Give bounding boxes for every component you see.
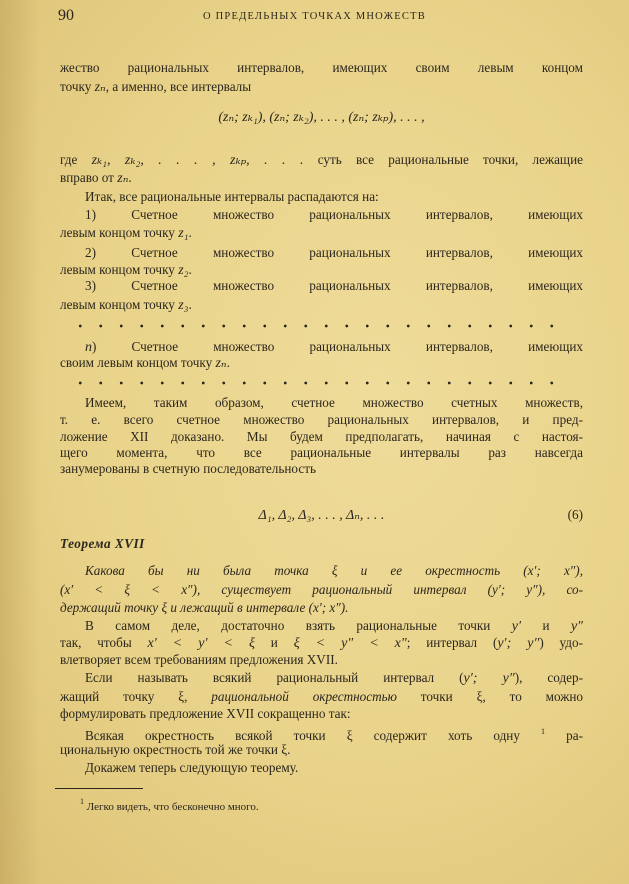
italic-text: (x′ < ξ < x″), существует рациональный интервал (y′; y″), со- xyxy=(60,582,583,597)
text-segment: Докажем теперь следующую теорему. xyxy=(85,760,299,775)
italic-text: рациональной окрестностью xyxy=(211,689,397,704)
text-line xyxy=(60,206,583,224)
text-segment: . xyxy=(188,225,192,240)
text-line xyxy=(60,688,583,706)
footnote xyxy=(80,794,259,815)
math-expression: y′; y″ xyxy=(497,636,540,651)
footnote-marker: 1 xyxy=(80,797,84,806)
text-line xyxy=(60,705,583,723)
text-segment: где xyxy=(60,152,92,167)
ellipsis-dots-row xyxy=(70,324,570,328)
text-segment: Всякая окрестность всякой точки ξ содержит хоть одну xyxy=(85,728,542,743)
text-segment: , а именно, все интервалы xyxy=(105,79,252,94)
math-expression: y″ xyxy=(570,619,583,634)
text-segment: формулировать предложение XVII сокращенно так: xyxy=(60,706,351,721)
text-segment: и xyxy=(255,635,294,650)
text-segment: суть все рациональные точки, лежащие xyxy=(303,152,583,167)
math-expression: z₃ xyxy=(178,298,189,313)
formula-line xyxy=(60,108,583,126)
text-segment: левым концом точку xyxy=(60,262,179,277)
text-line xyxy=(60,741,583,759)
formula-line xyxy=(60,506,583,524)
italic-text: Теорема XVII xyxy=(60,536,145,551)
running-head: О ПРЕДЕЛЬНЫХ ТОЧКАХ МНОЖЕСТВ xyxy=(203,11,426,22)
text-line xyxy=(60,411,583,429)
math-expression: z₁ xyxy=(178,226,189,241)
text-segment: ) Счетное множество рациональных интервалов, имеющих xyxy=(92,339,583,354)
text-segment: жество рациональных интервалов, имеющих своим левым концом xyxy=(60,60,583,75)
text-segment: щего момента, что все рациональные интервалы раз навсегда xyxy=(60,445,583,460)
text-line xyxy=(60,59,583,77)
text-segment: 1) Счетное множество рациональных интервалов, имеющих xyxy=(85,207,583,222)
text-segment: ; интервал ( xyxy=(406,635,498,650)
text-line xyxy=(60,394,583,412)
math-expression: n xyxy=(85,340,92,355)
footnote-text: Легко видеть, что бесконечно много. xyxy=(86,801,259,813)
text-segment: ра- xyxy=(545,728,583,743)
text-segment: 2) Счетное множество рациональных интервалов, имеющих xyxy=(85,245,583,260)
text-segment: В самом деле, достаточно взять рациональные точки xyxy=(85,618,512,633)
math-expression: z₂ xyxy=(178,263,189,278)
text-segment: циональную окрестность той же точки ξ. xyxy=(60,742,291,757)
text-line xyxy=(60,460,583,478)
text-segment: ложение XII доказано. Мы будем предполагать, начиная с настоя- xyxy=(60,429,583,444)
text-line xyxy=(60,651,583,669)
text-line xyxy=(60,354,583,372)
text-line xyxy=(60,169,583,187)
text-segment: ) удо- xyxy=(539,635,584,650)
text-segment: . xyxy=(226,355,230,370)
text-line xyxy=(60,277,583,295)
text-segment: левым концом точку xyxy=(60,297,179,312)
text-line xyxy=(60,723,583,741)
math-expression: y′; y″ xyxy=(463,671,515,686)
text-segment: 3) Счетное множество рациональных интервалов, имеющих xyxy=(85,278,583,293)
math-expression: x′ < y′ < ξ xyxy=(147,636,255,651)
text-line xyxy=(60,634,583,652)
footnote-reference: 1 xyxy=(541,727,546,736)
text-segment: точку xyxy=(60,79,95,94)
text-segment: . xyxy=(188,262,192,277)
theorem-heading xyxy=(60,535,583,553)
text-segment: вправо от xyxy=(60,170,118,185)
text-segment: левым концом точку xyxy=(60,225,179,240)
text-line xyxy=(60,562,583,580)
footnote-rule xyxy=(55,788,143,789)
text-segment: и xyxy=(521,618,571,633)
math-expression: y′ xyxy=(511,619,522,634)
text-segment: Итак, все рациональные интервалы распадаются на: xyxy=(85,189,379,204)
page-number: 90 xyxy=(58,7,74,24)
text-segment: точки ξ, то можно xyxy=(396,689,584,704)
math-expression: zₙ xyxy=(94,80,106,95)
text-segment: Если называть всякий рациональный интервал ( xyxy=(85,670,464,685)
page-edge-shadow xyxy=(0,0,40,884)
text-line xyxy=(60,669,583,687)
text-segment: т. е. всего счетное множество рациональных интервалов, и пред- xyxy=(60,412,583,427)
text-line xyxy=(60,244,583,262)
text-line xyxy=(60,224,583,242)
math-expression: zₖ₁, zₖ₂, . . . , zₖₚ, . . . xyxy=(91,153,304,168)
text-segment: . xyxy=(188,297,192,312)
italic-text: держащий точку ξ и лежащий в интервале (x′; x″). xyxy=(60,600,349,615)
math-expression: (zₙ; zₖ₁), (zₙ; zₖ₂), . . . , (zₙ; zₖₚ), . . . , xyxy=(218,110,425,125)
text-line xyxy=(60,617,583,635)
equation-number: (6) xyxy=(567,507,583,522)
text-line xyxy=(60,151,583,169)
text-line xyxy=(60,78,583,96)
text-segment: Имеем, таким образом, счетное множество счетных множеств, xyxy=(85,395,583,410)
math-expression: Δ₁, Δ₂, Δ₃, . . . , Δₙ, . . . xyxy=(258,508,385,523)
text-line xyxy=(60,759,583,777)
text-line xyxy=(60,581,583,599)
text-segment: влетворяет всем требованиям предложения XVII. xyxy=(60,652,338,667)
ellipsis-dots-row xyxy=(70,381,570,385)
text-line xyxy=(60,296,583,314)
text-segment: так, чтобы xyxy=(60,635,148,650)
text-segment: ), содер- xyxy=(514,670,584,685)
math-expression: zₙ xyxy=(117,171,129,186)
math-expression: zₙ xyxy=(215,356,227,371)
text-segment: жащий точку ξ, xyxy=(60,689,212,704)
text-segment: занумерованы в счетную последовательность xyxy=(60,461,316,476)
text-segment: своим левым концом точку xyxy=(60,355,216,370)
text-line xyxy=(60,188,583,206)
text-line xyxy=(60,599,583,617)
math-expression: ξ < y″ < x″ xyxy=(293,636,407,651)
italic-text: Какова бы ни была точка ξ и ее окрестность (x′; x″), xyxy=(85,563,583,578)
text-segment: . xyxy=(128,170,132,185)
